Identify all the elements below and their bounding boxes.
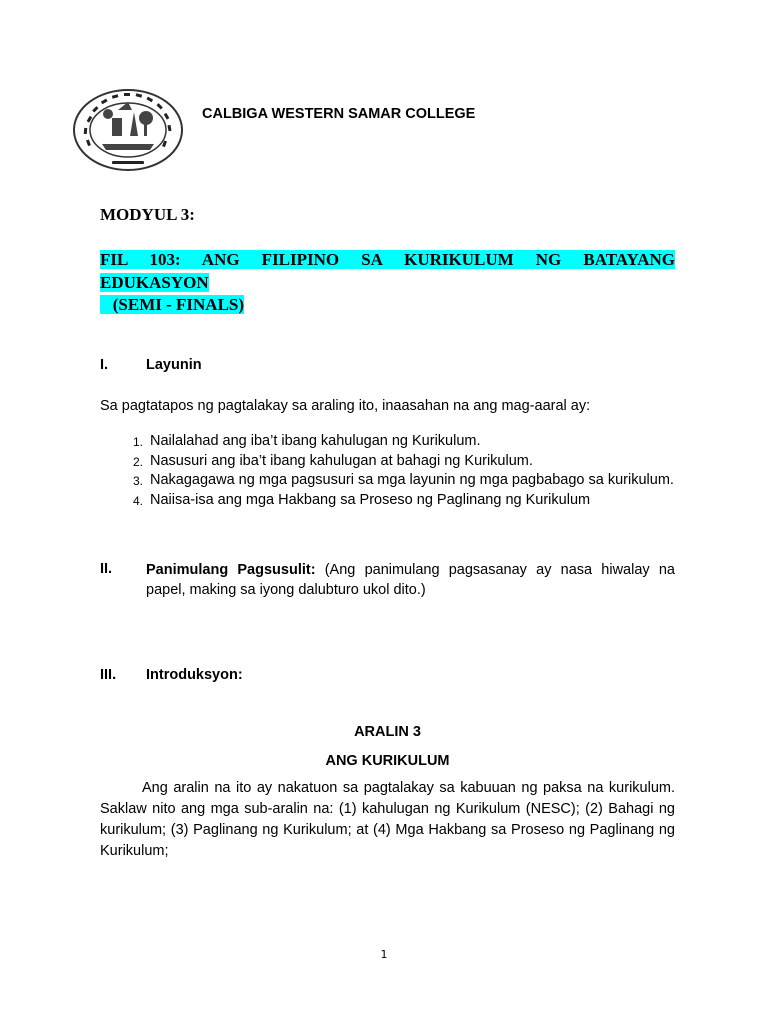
college-seal-logo <box>72 88 184 172</box>
college-name: CALBIGA WESTERN SAMAR COLLEGE <box>202 106 476 122</box>
section-1-number: I. <box>100 357 109 373</box>
section-3-number: III. <box>100 667 117 683</box>
objective-number: 1. <box>133 435 144 449</box>
course-title-line-1 <box>100 249 675 270</box>
module-title: MODYUL 3: <box>100 205 195 224</box>
objective-number: 3. <box>133 474 144 488</box>
objective-text: Nailalahad ang iba’t ibang kahulugan ng Kurikulum. <box>150 433 481 449</box>
course-title-line-2 <box>100 272 209 293</box>
objective-item <box>128 452 675 472</box>
objective-text: Nakagagawa ng mga pagsusuri sa mga layunin ng mga pagbabago sa kurikulum. <box>150 472 674 488</box>
section-2-body <box>146 560 675 600</box>
section-1-intro: Sa pagtatapos ng pagtalakay sa araling ito, inaasahan na ang mag-aaral ay: <box>100 398 591 414</box>
section-2-number: II. <box>100 561 113 577</box>
objective-text: Nasusuri ang iba’t ibang kahulugan at bahagi ng Kurikulum. <box>150 452 533 469</box>
course-title-text-1: FIL 103: ANG FILIPINO SA KURIKULUM NG BATAYANG <box>100 250 675 269</box>
objective-item <box>128 432 675 452</box>
objective-number: 2. <box>133 454 144 469</box>
section-2-title: Panimulang Pagsusulit: <box>146 562 316 578</box>
objective-item <box>128 471 675 491</box>
section-2-text: (Ang panimulang pagsasanay ay nasa hiwalay na papel, making sa iyong dalubturo ukol dito.) <box>146 562 675 598</box>
lesson-paragraph: Ang aralin na ito ay nakatuon sa pagtalakay sa kabuuan ng paksa na kurikulum. Saklaw nito ang mga sub-aralin na: (1) kahulugan ng Kurikulum (NESC); (2) Bahagi ng kurikulum; (3) Paglinang ng Kurikulum; at (4) Mga Hakbang sa Proseso ng Paglinang ng Kurikulum; <box>100 780 675 859</box>
section-3-title: Introduksyon: <box>146 667 243 683</box>
course-term-line <box>100 294 244 315</box>
lesson-title: ANG KURIKULUM <box>325 753 450 769</box>
objective-text: Naiisa-isa ang mga Hakbang sa Proseso ng Paglinang ng Kurikulum <box>150 491 591 508</box>
objective-item <box>128 491 675 511</box>
course-term-text: (SEMI - FINALS) <box>100 295 245 314</box>
section-1-title: Layunin <box>146 357 202 373</box>
lesson-label: ARALIN 3 <box>354 724 421 740</box>
objectives-list <box>128 432 675 510</box>
objective-number: 4. <box>133 493 144 508</box>
course-title-text-2: EDUKASYON <box>100 273 209 292</box>
page-number: 1 <box>380 948 388 961</box>
